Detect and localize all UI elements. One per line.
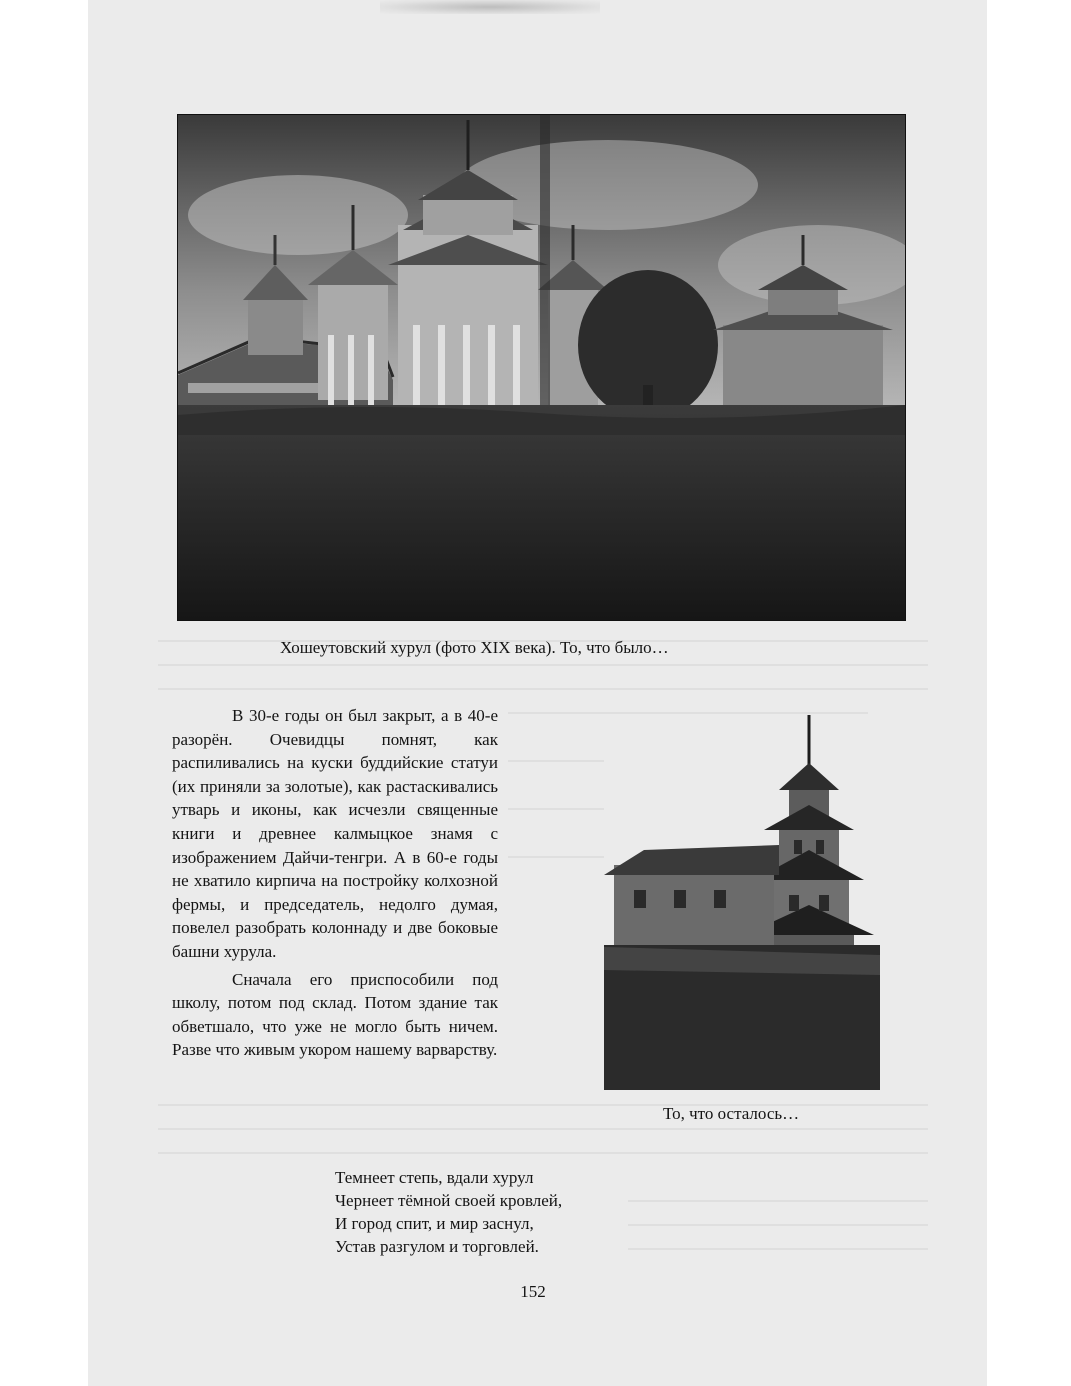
- poem-line: Темнеет степь, вдали хурул: [335, 1168, 534, 1187]
- photo-temple-remains: [604, 715, 880, 1090]
- scan-right-margin: [987, 0, 1071, 1386]
- poem-line: Устав разгулом и торговлей.: [335, 1237, 539, 1256]
- paragraph: Сначала его приспособили под школу, потом под склад. Потом здание так обветшало, что уже не могло быть ничем. Разве что живым укором нашему варварству.: [172, 969, 498, 1060]
- poem-line: И город спит, и мир заснул,: [335, 1214, 534, 1233]
- scan-shadow: [380, 0, 600, 14]
- photo-bottom-caption: То, что осталось…: [663, 1104, 800, 1123]
- poem: [335, 1166, 625, 1258]
- paragraph: В 30-е годы он был закрыт, а в 40-е разорён. Очевидцы помнят, как распиливались на куски буддийские статуи (их приняли за золотые), как растаскивались утварь и иконы, как исчезли священные книги и древнее калмыцкое знамя с изображением Дайчи-тенгри. А в 60-е годы не хватило кирпича на постройку колхозной фермы, и председатель, недолго думая, повелел разобрать колоннаду и две боковые башни хурула.: [172, 706, 498, 961]
- poem-line: Чернеет тёмной своей кровлей,: [335, 1191, 563, 1210]
- photo-top-caption: Хошеутовский хурул (фото XIX века). То, что было…: [280, 638, 669, 657]
- photo-temple-19th-century: [178, 115, 905, 620]
- body-text-column: [172, 704, 498, 1062]
- scan-left-margin: [0, 0, 88, 1386]
- page-number: 152: [520, 1282, 546, 1301]
